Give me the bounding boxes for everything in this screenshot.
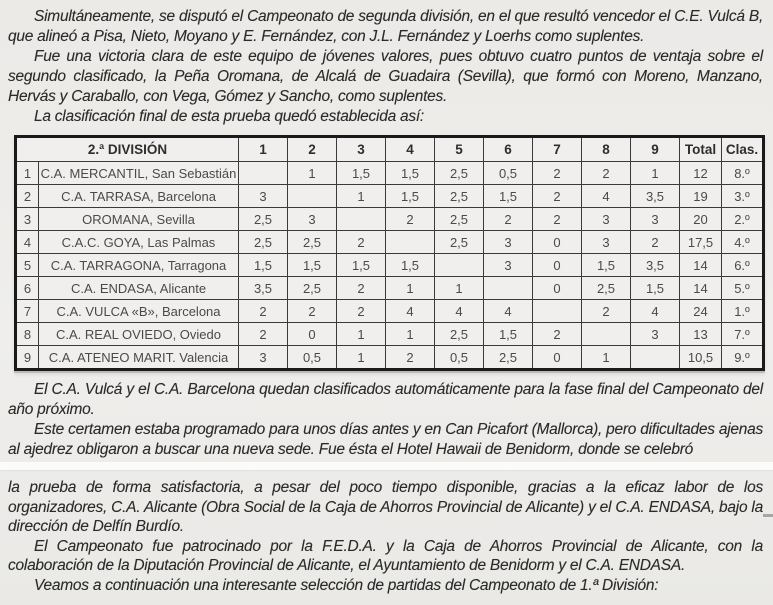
total-cell: 19: [680, 185, 722, 208]
result-cell: 1: [337, 346, 386, 370]
total-cell: 14: [680, 254, 722, 277]
clas-cell: 3.º: [722, 185, 764, 208]
scan-artifact: [763, 514, 773, 517]
total-cell: 14: [680, 277, 722, 300]
round-header-7: 7: [533, 137, 582, 162]
result-cell: [435, 254, 484, 277]
table-row: [16, 231, 764, 254]
total-cell: 24: [680, 300, 722, 323]
table-row: [16, 162, 764, 185]
result-cell: 1: [337, 185, 386, 208]
result-cell: 0,5: [484, 162, 533, 185]
result-cell: 2,5: [239, 208, 288, 231]
result-cell: 2,5: [288, 277, 337, 300]
team-name: OROMANA, Sevilla: [39, 208, 239, 231]
result-cell: 1: [386, 323, 435, 346]
result-cell: 4: [435, 300, 484, 323]
result-cell: 1,5: [337, 254, 386, 277]
result-cell: 1,5: [288, 254, 337, 277]
result-cell: 2: [582, 162, 631, 185]
round-header-4: 4: [386, 137, 435, 162]
round-header-2: 2: [288, 137, 337, 162]
paragraph-simultaneamente: Simultáneamente, se disputó el Campeonato de segunda división, en el que resultó vencedor el C.E. Vulcá B, que alineó a Pisa, Nieto, Moyano y E. Fernández, con J.L. Fernández y Loerhs como suplentes.: [8, 8, 763, 45]
standings-tbody: [16, 162, 764, 370]
paragraph-patrocinio: El Campeonato fue patrocinado por la F.E.D.A. y la Caja de Ahorros Provincial de Alicante, con la colaboración de la Diputación Provincial de Alicante, el Ayuntamiento de Benidorm y el C.A. ENDASA.: [8, 537, 763, 574]
result-cell: 1: [435, 277, 484, 300]
result-cell: 2,5: [582, 277, 631, 300]
round-header-6: 6: [484, 137, 533, 162]
result-cell: 2: [288, 300, 337, 323]
result-cell: 2,5: [435, 323, 484, 346]
result-cell: 3: [631, 208, 680, 231]
result-cell: 2: [533, 208, 582, 231]
clas-cell: 9.º: [722, 346, 764, 370]
result-cell: 2: [386, 346, 435, 370]
result-cell: 1: [582, 346, 631, 370]
result-cell: 1: [288, 162, 337, 185]
team-name: C.A. TARRASA, Barcelona: [39, 185, 239, 208]
result-cell: 1,5: [582, 254, 631, 277]
result-cell: 2: [239, 300, 288, 323]
round-header-1: 1: [239, 137, 288, 162]
result-cell: 2: [337, 277, 386, 300]
standings-table: [14, 135, 765, 371]
result-cell: 3: [239, 346, 288, 370]
table-row: [16, 254, 764, 277]
row-number: 8: [16, 323, 39, 346]
intro-text-block: [0, 0, 773, 127]
result-cell: [582, 323, 631, 346]
result-cell: 2,5: [435, 231, 484, 254]
result-cell: 0: [533, 231, 582, 254]
result-cell: 2,5: [435, 208, 484, 231]
result-cell: 0,5: [435, 346, 484, 370]
team-name: C.A. MERCANTIL, San Sebastián: [39, 162, 239, 185]
result-cell: 2: [239, 323, 288, 346]
result-cell: 3: [239, 185, 288, 208]
result-cell: 3: [288, 208, 337, 231]
table-title: 2.ª DIVISIÓN: [16, 137, 239, 162]
result-cell: 0: [288, 323, 337, 346]
clas-cell: 7.º: [722, 323, 764, 346]
team-name: C.A. VULCA «B», Barcelona: [39, 300, 239, 323]
result-cell: 3: [631, 323, 680, 346]
row-number: 7: [16, 300, 39, 323]
row-number: 1: [16, 162, 39, 185]
table-row: [16, 185, 764, 208]
clas-header: Clas.: [722, 137, 764, 162]
result-cell: [484, 277, 533, 300]
total-cell: 17,5: [680, 231, 722, 254]
result-cell: 2,5: [435, 162, 484, 185]
result-cell: 2: [533, 323, 582, 346]
result-cell: 3: [484, 254, 533, 277]
clas-cell: 1.º: [722, 300, 764, 323]
row-number: 9: [16, 346, 39, 370]
result-cell: 1,5: [386, 185, 435, 208]
team-name: C.A. REAL OVIEDO, Oviedo: [39, 323, 239, 346]
result-cell: 3,5: [631, 185, 680, 208]
result-cell: 0: [533, 277, 582, 300]
result-cell: 1: [337, 323, 386, 346]
clas-cell: 4.º: [722, 231, 764, 254]
paragraph-certamen: Este certamen estaba programado para unos días antes y en Can Picafort (Mallorca), pero dificultades ajenas al ajedrez obligaron a buscar una nueva sede. Fue ésta el Hotel Hawaii de Benidorm, donde se celebró: [8, 421, 763, 458]
clas-cell: 6.º: [722, 254, 764, 277]
row-number: 2: [16, 185, 39, 208]
paragraph-victoria-clara: Fue una victoria clara de este equipo de jóvenes valores, pues obtuvo cuatro puntos de ventaja sobre el segundo clasificado, la Peña Oromana, de Alcalá de Guadaira (Sevilla), que formó con Moreno, Manzano, Hervás y Caraballo, con Vega, Gómez y Sancho, como suplentes.: [8, 48, 763, 105]
result-cell: 1,5: [337, 162, 386, 185]
row-number: 4: [16, 231, 39, 254]
result-cell: 4: [386, 300, 435, 323]
bottom-text-block: [0, 472, 773, 595]
result-cell: [239, 162, 288, 185]
result-cell: 3,5: [631, 254, 680, 277]
round-header-3: 3: [337, 137, 386, 162]
total-cell: 20: [680, 208, 722, 231]
clas-cell: 2.º: [722, 208, 764, 231]
clas-cell: 5.º: [722, 277, 764, 300]
result-cell: 4: [582, 185, 631, 208]
team-name: C.A.C. GOYA, Las Palmas: [39, 231, 239, 254]
paragraph-seleccion-partidas: Veamos a continuación una interesante selección de partidas del Campeonato de 1.ª División:: [34, 576, 659, 594]
result-cell: 1,5: [631, 277, 680, 300]
paragraph-organizadores: la prueba de forma satisfactoria, a pesar del poco tiempo disponible, gracias a la eficaz labor de los organizadores, C.A. Alicante (Obra Social de la Caja de Ahorros Provincial de Alicante) y el C.A. ENDASA, bajo la dirección de Delfín Burdío.: [8, 479, 763, 535]
team-name: C.A. ATENEO MARIT. Valencia: [39, 346, 239, 370]
result-cell: 2: [386, 208, 435, 231]
team-name: C.A. TARRAGONA, Tarragona: [39, 254, 239, 277]
result-cell: 3: [582, 231, 631, 254]
table-row: [16, 277, 764, 300]
result-cell: 2: [533, 185, 582, 208]
result-cell: 2: [484, 208, 533, 231]
mid-text-block: [0, 380, 773, 460]
result-cell: 3: [582, 208, 631, 231]
result-cell: [337, 208, 386, 231]
clas-cell: 8.º: [722, 162, 764, 185]
result-cell: 4: [631, 300, 680, 323]
row-number: 6: [16, 277, 39, 300]
result-cell: 1: [631, 162, 680, 185]
result-cell: 0,5: [288, 346, 337, 370]
result-cell: 1,5: [386, 254, 435, 277]
result-cell: 0: [533, 346, 582, 370]
table-row: [16, 323, 764, 346]
result-cell: 2: [337, 231, 386, 254]
result-cell: 1: [386, 277, 435, 300]
result-cell: 1,5: [386, 162, 435, 185]
result-cell: 3,5: [239, 277, 288, 300]
result-cell: [533, 300, 582, 323]
result-cell: [288, 185, 337, 208]
row-number: 3: [16, 208, 39, 231]
result-cell: 2,5: [288, 231, 337, 254]
round-header-8: 8: [582, 137, 631, 162]
result-cell: 1,5: [239, 254, 288, 277]
result-cell: [631, 346, 680, 370]
result-cell: 4: [484, 300, 533, 323]
round-header-9: 9: [631, 137, 680, 162]
result-cell: [386, 231, 435, 254]
result-cell: 2: [533, 162, 582, 185]
result-cell: 2,5: [435, 185, 484, 208]
result-cell: 2: [631, 231, 680, 254]
result-cell: 2: [582, 300, 631, 323]
round-header-5: 5: [435, 137, 484, 162]
total-cell: 13: [680, 323, 722, 346]
row-number: 5: [16, 254, 39, 277]
total-cell: 12: [680, 162, 722, 185]
result-cell: 2,5: [484, 346, 533, 370]
result-cell: 1,5: [484, 323, 533, 346]
result-cell: 1,5: [484, 185, 533, 208]
scan-seam: [0, 462, 773, 470]
total-cell: 10,5: [680, 346, 722, 370]
team-name: C.A. ENDASA, Alicante: [39, 277, 239, 300]
table-row: [16, 208, 764, 231]
result-cell: 0: [533, 254, 582, 277]
paragraph-clasificados: El C.A. Vulcá y el C.A. Barcelona quedan clasificados automáticamente para la fase final del Campeonato del año próximo.: [8, 381, 763, 418]
paragraph-clasificacion-final: La clasificación final de esta prueba quedó establecida así:: [34, 108, 424, 125]
result-cell: 3: [484, 231, 533, 254]
table-row: [16, 346, 764, 370]
result-cell: 2: [337, 300, 386, 323]
table-header-row: [16, 137, 764, 162]
table-row: [16, 300, 764, 323]
result-cell: 2,5: [239, 231, 288, 254]
total-header: Total: [680, 137, 722, 162]
